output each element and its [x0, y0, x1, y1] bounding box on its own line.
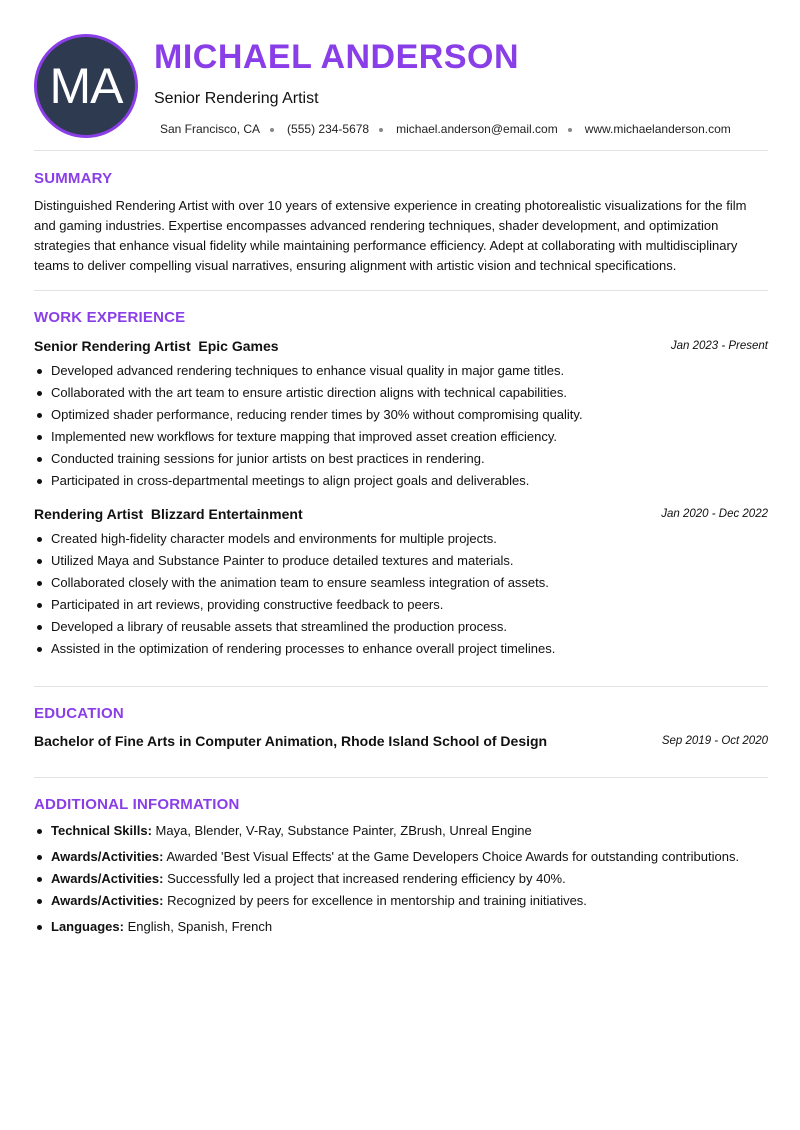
list-item	[34, 892, 768, 910]
contact-website[interactable]: www.michaelanderson.com	[584, 122, 731, 136]
degree-title: Bachelor of Fine Arts in Computer Animation, Rhode Island School of Design	[34, 733, 548, 749]
info-label: Languages:	[51, 919, 124, 934]
contact-phone: (555) 234-5678	[287, 122, 370, 136]
education-heading: EDUCATION	[34, 705, 124, 722]
list-item	[34, 848, 768, 866]
avatar	[34, 34, 138, 138]
candidate-role: Senior Rendering Artist	[154, 90, 319, 107]
job-bullets	[34, 530, 768, 662]
list-item: Created high-fidelity character models and environments for multiple projects.	[34, 530, 768, 552]
work-experience-heading: WORK EXPERIENCE	[34, 309, 186, 326]
list-item: Conducted training sessions for junior artists on best practices in rendering.	[34, 450, 768, 472]
info-value: Recognized by peers for excellence in mentorship and training initiatives.	[163, 893, 587, 908]
info-value: Awarded 'Best Visual Effects' at the Game Developers Choice Awards for outstanding contributions.	[163, 849, 740, 864]
list-item: Implemented new workflows for texture mapping that improved asset creation efficiency.	[34, 428, 768, 450]
list-item: Developed a library of reusable assets that streamlined the production process.	[34, 618, 768, 640]
separator-dot	[270, 128, 274, 132]
list-item: Assisted in the optimization of rendering processes to enhance overall project timelines.	[34, 640, 768, 662]
separator-dot	[379, 128, 383, 132]
list-item: Utilized Maya and Substance Painter to produce detailed textures and materials.	[34, 552, 768, 574]
avatar-initials: MA	[49, 58, 123, 114]
info-label: Awards/Activities:	[51, 871, 164, 886]
list-item: Collaborated with the art team to ensure artistic direction aligns with technical capabilities.	[34, 384, 768, 406]
divider	[34, 686, 768, 687]
contact-location: San Francisco, CA	[160, 122, 261, 136]
summary-text: Distinguished Rendering Artist with over 10 years of extensive experience in creating photorealistic visualizations for the film and gaming industries. Expertise encompasses advanced rendering techniques, shader development, and optimization strategies that enhance visual fidelity while maintaining performance efficiency. Adept at collaborating with multidisciplinary teams to deliver compelling visual narratives, ensuring alignment with artistic vision and technical specifications.	[34, 198, 747, 273]
list-item: Participated in art reviews, providing constructive feedback to peers.	[34, 596, 768, 618]
divider	[34, 777, 768, 778]
list-item	[34, 918, 768, 936]
contact-line	[160, 122, 731, 136]
contact-email[interactable]: michael.anderson@email.com	[396, 122, 558, 136]
education-dates: Sep 2019 - Oct 2020	[661, 735, 768, 747]
job-dates: Jan 2023 - Present	[670, 340, 768, 352]
list-item: Participated in cross-departmental meetings to align project goals and deliverables.	[34, 472, 768, 494]
list-item	[34, 822, 768, 840]
divider	[34, 290, 768, 291]
list-item	[34, 870, 768, 888]
info-value: English, Spanish, French	[123, 919, 273, 934]
candidate-name: MICHAEL ANDERSON	[154, 38, 520, 76]
info-label: Technical Skills:	[51, 823, 152, 838]
info-label: Awards/Activities:	[51, 893, 164, 908]
list-item: Developed advanced rendering techniques to enhance visual quality in major game titles.	[34, 362, 768, 384]
info-value: Maya, Blender, V-Ray, Substance Painter, ZBrush, Unreal Engine	[151, 823, 532, 838]
info-label: Awards/Activities:	[51, 849, 164, 864]
additional-info-heading: ADDITIONAL INFORMATION	[34, 796, 240, 813]
summary-heading: SUMMARY	[34, 170, 113, 187]
list-item: Optimized shader performance, reducing render times by 30% without compromising quality.	[34, 406, 768, 428]
divider	[34, 150, 768, 151]
list-item: Collaborated closely with the animation team to ensure seamless integration of assets.	[34, 574, 768, 596]
job-title: Senior Rendering Artist Epic Games	[34, 338, 279, 354]
info-value: Successfully led a project that increased rendering efficiency by 40%.	[163, 871, 566, 886]
resume-header	[34, 34, 768, 138]
job-bullets	[34, 362, 768, 494]
job-title: Rendering Artist Blizzard Entertainment	[34, 506, 303, 522]
job-header	[34, 506, 768, 524]
job-header	[34, 338, 768, 356]
education-entry	[34, 733, 768, 751]
job-dates: Jan 2020 - Dec 2022	[661, 508, 768, 520]
separator-dot	[568, 128, 572, 132]
additional-info-list	[34, 822, 768, 936]
